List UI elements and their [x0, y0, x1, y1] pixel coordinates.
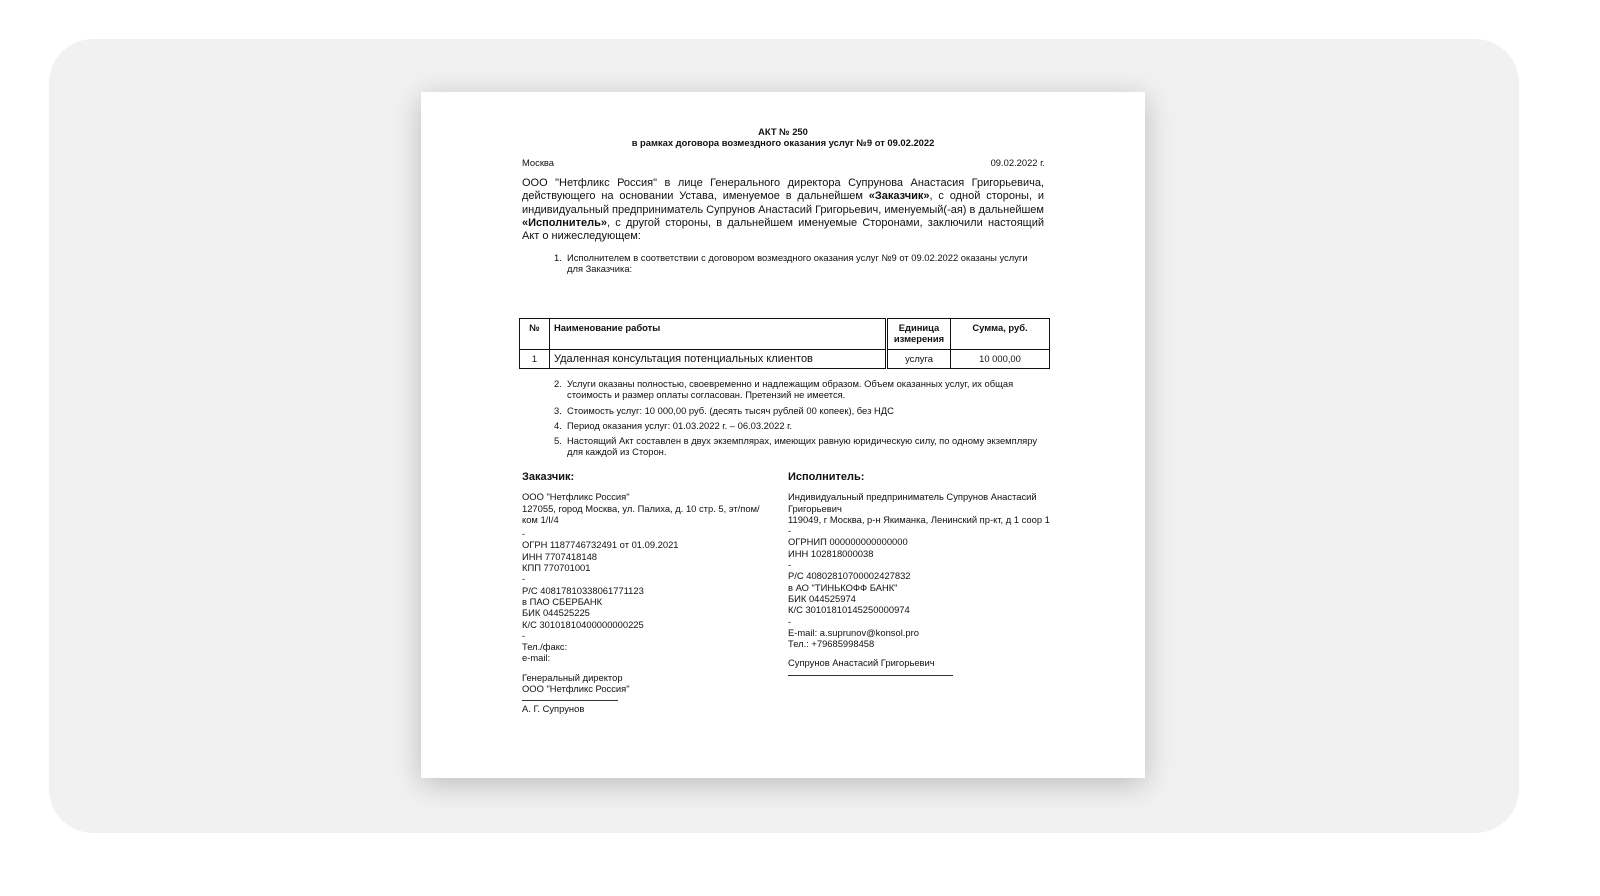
- list-item: [554, 420, 1046, 431]
- header-num: №: [520, 319, 550, 350]
- detail-line: 127055, город Москва, ул. Палиха, д. 10 стр. 5, эт/пом/ком 1/I/4: [522, 502, 760, 525]
- customer-details: [522, 472, 772, 715]
- terms-list: [554, 378, 1046, 458]
- act-subtitle: в рамках договора возмездного оказания услуг №9 от 09.02.2022: [631, 137, 935, 149]
- detail-line: Тел.: +79685998458: [788, 638, 875, 650]
- detail-line: ИНН 102818000038: [788, 547, 874, 559]
- item-text: Настоящий Акт составлен в двух экземплярах, имеющих равную юридическую силу, по одному экземпляру для каждой из Сторон.: [567, 435, 1038, 458]
- detail-line: ООО "Нетфликс Россия": [522, 491, 630, 503]
- header-unit: Единица измерения: [887, 319, 951, 350]
- item-text: Услуги оказаны полностью, своевременно и надлежащим образом. Объем оказанных услуг, их общая стоимость и размер оплаты согласован. Претензий не имеется.: [567, 378, 1014, 401]
- list-item: [554, 405, 1046, 416]
- item-text: Исполнителем в соответствии с договором возмездного оказания услуг №9 от 09.02.2022 оказаны услуги для Заказчика:: [567, 252, 1028, 275]
- signature-line: [522, 694, 618, 701]
- services-table: [519, 318, 1050, 369]
- detail-line: Р/С 40802810700002427832: [788, 570, 911, 582]
- detail-line: -: [522, 629, 526, 641]
- detail-line: К/С 30101810400000000225: [522, 618, 644, 630]
- signer-position: Генеральный директор: [522, 671, 623, 683]
- detail-line: ИНН 7707418148: [522, 550, 598, 562]
- table-header-row: [520, 319, 1050, 350]
- list-item: [554, 252, 1046, 275]
- detail-line: -: [788, 615, 792, 627]
- intro-text: , с другой стороны, в дальнейшем именуемые Сторонами, заключили настоящий Акт о нижеследующем:: [522, 216, 1044, 243]
- detail-line: в ПАО СБЕРБАНК: [522, 595, 603, 607]
- detail-line: БИК 044525974: [788, 592, 856, 604]
- cell-num: 1: [520, 350, 550, 369]
- contractor-heading: Исполнитель:: [788, 471, 865, 483]
- detail-line: Р/С 40817810338061771123: [522, 584, 644, 596]
- detail-line: 119049, г Москва, р-н Якиманка, Ленинский пр-кт, д 1 соор 1: [788, 513, 1050, 525]
- detail-line: E-mail: a.suprunov@konsol.pro: [788, 626, 919, 638]
- city: Москва: [522, 157, 555, 168]
- header-name: Наименование работы: [550, 319, 887, 350]
- detail-line: -: [788, 525, 792, 537]
- detail-line: Индивидуальный предприниматель Супрунов Анастасий Григорьевич: [788, 491, 1037, 514]
- item-number: 5.: [554, 435, 562, 447]
- item-number: 4.: [554, 419, 562, 431]
- detail-line: ОГРН 1187746732491 от 01.09.2021: [522, 539, 679, 551]
- detail-line: -: [788, 559, 792, 571]
- detail-line: ОГРНИП 000000000000000: [788, 536, 908, 548]
- detail-line: К/С 30101810145250000974: [788, 604, 910, 616]
- cell-name: Удаленная консультация потенциальных клиентов: [550, 350, 887, 369]
- customer-heading: Заказчик:: [522, 471, 575, 483]
- cell-sum: 10 000,00: [951, 350, 1050, 369]
- item-text: Период оказания услуг: 01.03.2022 г. – 06.03.2022 г.: [567, 419, 793, 431]
- document-page: [421, 92, 1145, 778]
- detail-line: -: [522, 573, 526, 585]
- table-row: [520, 350, 1050, 369]
- detail-line: в АО "ТИНЬКОФФ БАНК": [788, 581, 898, 593]
- signature-line: [788, 669, 953, 676]
- intro-text: , с одной стороны, и индивидуальный предприниматель Супрунов Анастасий Григорьевич, именуемый(-ая) в дальнейшем: [522, 190, 1044, 216]
- item-text: Стоимость услуг: 10 000,00 руб. (десять тысяч рублей 00 копеек), без НДС: [567, 404, 894, 416]
- detail-line: КПП 770701001: [522, 562, 591, 574]
- customer-term: «Заказчик»: [868, 190, 930, 203]
- signer-org: ООО "Нетфликс Россия": [522, 683, 630, 695]
- signer-name: А. Г. Супрунов: [522, 703, 585, 715]
- intro-text: ООО "Нетфликс Россия" в лице Генерального директора Супрунова Анастасия Григорьевича, действующего на основании Устава, именуемое в дальнейшем: [522, 177, 1044, 203]
- list-item: [554, 378, 1046, 401]
- item-number: 2.: [554, 378, 562, 389]
- contractor-details: [788, 472, 1050, 676]
- detail-line: БИК 044525225: [522, 607, 590, 619]
- detail-line: -: [522, 528, 526, 540]
- item-number: 3.: [554, 404, 562, 416]
- signer-name: Супрунов Анастасий Григорьевич: [788, 657, 935, 669]
- detail-line: e-mail:: [522, 652, 551, 664]
- act-number: АКТ № 250: [758, 126, 808, 137]
- list-item: [554, 435, 1046, 458]
- cell-unit: услуга: [887, 350, 951, 369]
- contractor-term: «Исполнитель»: [522, 216, 607, 229]
- document-title: [421, 126, 1145, 149]
- intro-paragraph: [522, 177, 1044, 243]
- header-sum: Сумма, руб.: [951, 319, 1050, 350]
- item-number: 1.: [554, 252, 562, 263]
- document-date: 09.02.2022 г.: [990, 157, 1045, 168]
- detail-line: Тел./факс:: [522, 641, 568, 653]
